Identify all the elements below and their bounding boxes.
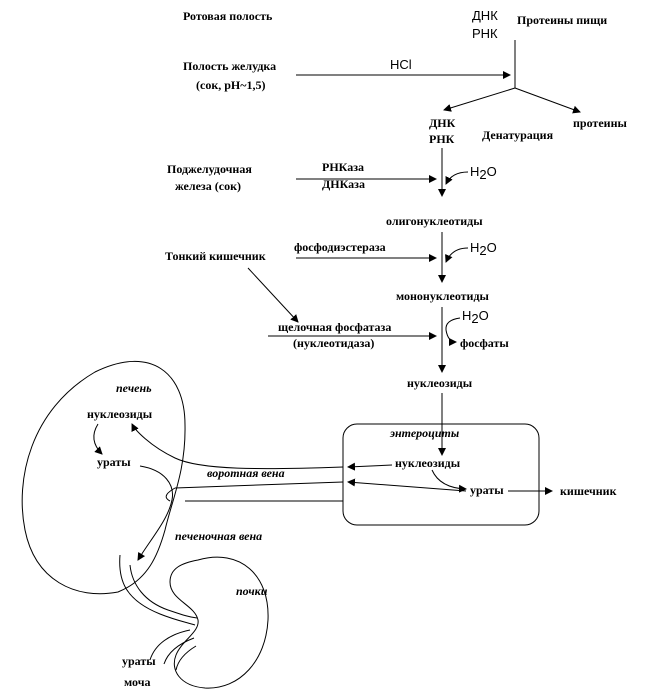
hepatic-vessel-inner [130,565,197,618]
mouth-label: Ротовая полость [183,9,273,23]
oligonucleotides-label: олигонуклеотиды [386,214,483,228]
phosphates-curve [446,330,456,342]
liver-shape [22,361,185,593]
ent-nucleosides-to-urates-arrow [432,470,466,489]
ent-urates-label: ураты [470,483,504,497]
kidneys-label: почки [236,584,268,598]
hepatic-vessel-outer [120,555,195,625]
branch-left-arrow [444,88,515,110]
nucleotidase-label: (нуклеотидаза) [293,336,375,350]
hcl-label: HCl [390,57,412,72]
branch-right-arrow [515,88,580,112]
small-intestine-label: Тонкий кишечник [165,249,266,263]
h2o-1: H2O [470,164,497,182]
hepatic-vein-label: печеночная вена [175,529,263,543]
liver-urates-label: ураты [97,455,131,469]
stomach-label-line1: Полость желудка [183,59,277,73]
intestine-label: кишечник [560,484,617,498]
pancreas-label-line1: Поджелудочная [167,162,252,176]
h2o-2-curve [446,248,468,262]
rna-mid-label: РНК [429,132,455,146]
ent-nucleosides-to-portal-arrow [348,465,392,467]
alkaline-phosphatase-label: щелочная фосфатаза [278,320,392,334]
dna-mid-label: ДНК [429,116,456,130]
pancreas-label-line2: железа (сок) [175,179,241,193]
liver-nucleosides-label: нуклеозиды [87,407,153,421]
urine-label: моча [124,675,151,689]
food-proteins-label: Протеины пищи [517,13,608,27]
denaturation-label: Денатурация [482,128,554,142]
phosphodiesterase-label: фосфодиэстераза [294,240,386,254]
stomach-label-line2: (сок, рН~1,5) [196,78,266,92]
intestine-to-phosphatase-arrow [248,268,298,322]
portal-vein-upper-line [175,482,343,488]
nucleosides-label: нуклеозиды [407,376,473,390]
liver-label: печень [116,381,152,395]
dna-top-label: ДНК [472,8,498,23]
dnase-label: ДНКаза [322,177,365,191]
portal-to-liver-arrow [132,424,343,469]
proteins-label: протеины [573,116,627,130]
h2o-1-curve [446,172,468,184]
phosphates-label: фосфаты [460,336,509,350]
ent-urates-to-portal-arrow [348,482,466,491]
h2o-2: H2O [470,240,497,258]
rna-top-label: РНК [472,26,498,41]
rnase-label: РНКаза [322,160,365,174]
ent-nucleosides-label: нуклеозиды [395,456,461,470]
portal-vein-label: воротная вена [207,466,285,480]
liver-nucleosides-to-urates-arrow [94,424,102,454]
h2o-3: H2O [462,308,489,326]
kidney-urates-label: ураты [122,654,156,668]
enterocytes-label: энтероциты [390,426,460,440]
mononucleotides-label: мононуклеотиды [396,289,489,303]
h2o-3-curve [446,318,460,330]
liver-urates-curve [138,466,173,560]
